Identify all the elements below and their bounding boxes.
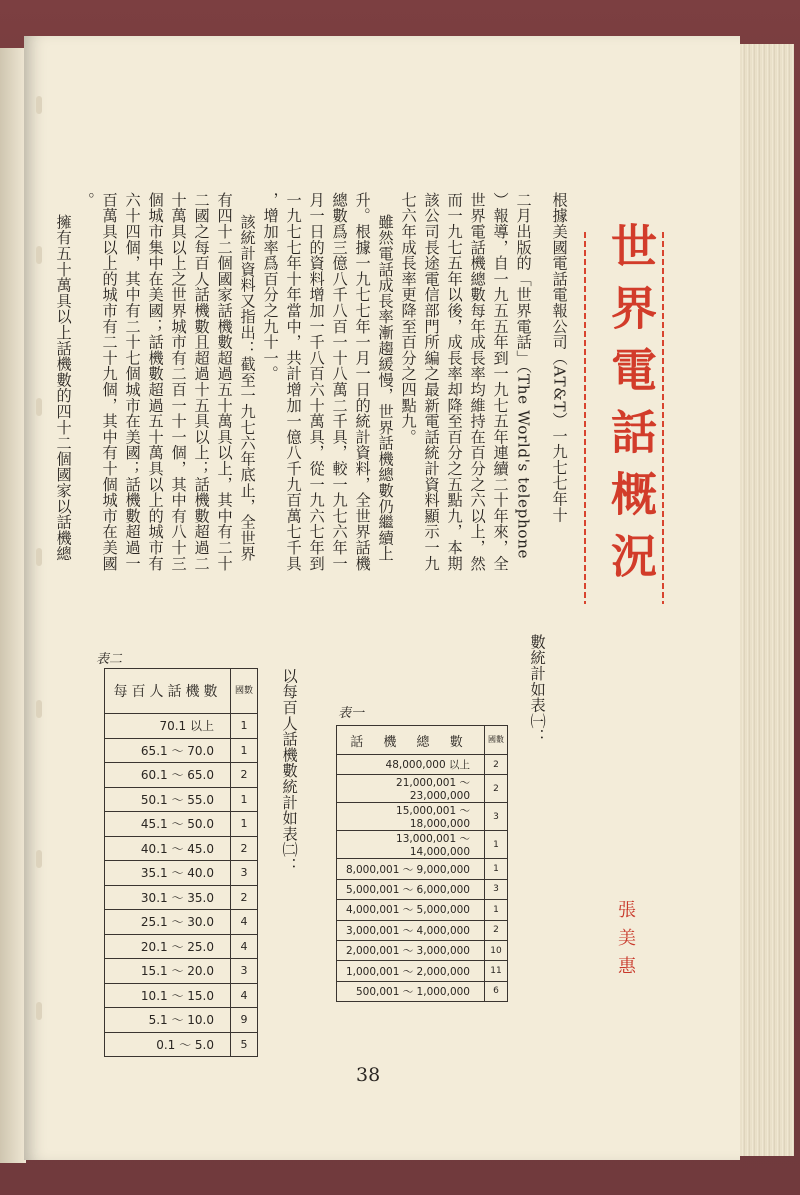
cell-country-count: 4 [231,983,258,1008]
cell-country-count: 11 [485,961,508,981]
cell-range: 15.1 ～ 20.0 [105,959,231,984]
cell-country-count: 1 [485,859,508,879]
body-column-19: 六十四個，其中有二十七個城市在美國；話機數超過一 [123,192,142,572]
article-title: 世界電話概況 [604,222,658,594]
cell-country-count: 1 [485,831,508,859]
table2-label: 表二 [96,652,123,667]
cell-country-count: 9 [231,1008,258,1033]
table-row [105,812,258,837]
cell-country-count: 3 [231,959,258,984]
body-column-18: 個城市集中在美國；話機數超過五十萬具以上的城市有 [146,192,165,572]
body-column-4: 世界電話機總數每年成長率均維持在百分之六以上，然 [468,192,487,572]
table-row [105,714,258,739]
body-column-8: 雖然電話成長率漸趨緩慢，世界話機總數仍繼續上 [376,214,395,562]
header-range: 話 機 總 數 [337,726,485,755]
cell-range: 10.1 ～ 15.0 [105,983,231,1008]
body-column-13: ，增加率爲百分之九十一。 [261,192,280,382]
cell-range: 13,000,001 ～ 14,000,000 [337,831,485,859]
cell-range: 1,000,001 ～ 2,000,000 [337,961,485,981]
table-row [105,1032,258,1057]
cell-country-count: 2 [231,763,258,788]
page-number: 38 [356,1064,381,1086]
cell-range: 500,001 ～ 1,000,000 [337,981,485,1001]
cell-country-count: 1 [231,812,258,837]
body-column-20: 百萬具以上的城市有二十九個，其中有十個城市在美國 [100,192,119,572]
facing-page-edge [0,48,26,1163]
table-header-row [105,669,258,714]
cell-country-count: 5 [231,1032,258,1057]
table-row [105,885,258,910]
body-column-9: 升。根據一九七七年一月一日的統計資料，全世界話機 [353,192,372,572]
cell-range: 0.1 ～ 5.0 [105,1032,231,1057]
cell-range: 50.1 ～ 55.0 [105,787,231,812]
cell-country-count: 1 [231,787,258,812]
cell-country-count: 4 [231,910,258,935]
cell-range: 3,000,001 ～ 4,000,000 [337,920,485,940]
stitch-hole [36,398,42,416]
table-row [105,959,258,984]
header-country-count: 國數 [485,726,508,755]
table-row [337,803,508,831]
cell-country-count: 1 [231,714,258,739]
cell-country-count: 1 [231,738,258,763]
body-column-21: 。 [77,192,96,208]
cell-country-count: 4 [231,934,258,959]
body-column-14: 該統計資料又指出：截至一九七六年底止，全世界 [238,214,257,562]
cell-range: 65.1 ～ 70.0 [105,738,231,763]
cell-country-count: 1 [485,900,508,920]
cell-range: 70.1 以上 [105,714,231,739]
body-column-5: 而一九七五年以後，成長率却降至百分之五點九，本期 [445,192,464,572]
header-country-count: 國數 [231,669,258,714]
stitch-hole [36,850,42,868]
table-row [337,961,508,981]
table-phones-per-hundred [104,668,258,1057]
cell-range: 25.1 ～ 30.0 [105,910,231,935]
table2-intro: 以每百人話機數統計如表㈡： [280,668,299,874]
header-range: 每百人話機數 [105,669,231,714]
table-row [337,831,508,859]
table-row [105,861,258,886]
table-row [105,934,258,959]
cell-country-count: 2 [485,920,508,940]
stitch-hole [36,96,42,114]
body-column-2: 二月出版的「世界電話」（The World's telephone [514,192,533,560]
stitch-hole [36,548,42,566]
table-row [337,775,508,803]
table-row [337,859,508,879]
title-rule-left [584,232,586,604]
cell-country-count: 2 [231,885,258,910]
table-row [337,920,508,940]
body-column-16: 二國之每百人話機數且超過十五具以上；話機數超過二 [192,192,211,572]
table-row [105,738,258,763]
cell-range: 45.1 ～ 50.0 [105,812,231,837]
table-row [105,787,258,812]
body-column-1: 根據美國電話電報公司（AT&T）一九七七年十 [550,192,569,523]
cell-country-count: 6 [485,981,508,1001]
stitch-hole [36,1002,42,1020]
body-column-22: 擁有五十萬具以上話機數的四十二個國家以話機總 [54,214,73,562]
cell-country-count: 3 [485,879,508,899]
cell-range: 30.1 ～ 35.0 [105,885,231,910]
cell-country-count: 3 [231,861,258,886]
table-row [105,910,258,935]
table-row [337,755,508,775]
cell-country-count: 2 [485,775,508,803]
cell-range: 40.1 ～ 45.0 [105,836,231,861]
body-column-7: 七六年成長率更降至百分之四點九。 [399,192,418,445]
cell-country-count: 2 [485,755,508,775]
cell-range: 4,000,001 ～ 5,000,000 [337,900,485,920]
body-column-11: 月一日的資料增加一千八百六十萬具，從一九六七年到 [307,192,326,572]
table-phone-totals [336,725,508,1002]
body-column-10: 總數爲三億八千八百一十八萬二千具，較一九七六年一 [330,192,349,572]
author-name: 張美惠 [615,900,636,984]
body-column-15: 有四十二個國家話機數超過五十萬具以上，其中有二十 [215,192,234,572]
table-row [337,900,508,920]
cell-country-count: 10 [485,940,508,960]
cell-range: 21,000,001 ～ 23,000,000 [337,775,485,803]
cell-range: 8,000,001 ～ 9,000,000 [337,859,485,879]
table-header-row [337,726,508,755]
body-column-6: 該公司長途電信部門所編之最新電話統計資料顯示一九 [422,192,441,572]
stitch-hole [36,700,42,718]
cell-range: 15,000,001 ～ 18,000,000 [337,803,485,831]
table-row [105,836,258,861]
cell-range: 60.1 ～ 65.0 [105,763,231,788]
cell-range: 5.1 ～ 10.0 [105,1008,231,1033]
cell-range: 2,000,001 ～ 3,000,000 [337,940,485,960]
table1-label: 表一 [338,706,365,721]
cell-range: 20.1 ～ 25.0 [105,934,231,959]
cell-country-count: 3 [485,803,508,831]
page-edges [736,44,794,1156]
table-row [105,1008,258,1033]
body-column-17: 十萬具以上之世界城市有二百一十一個，其中有八十三 [169,192,188,572]
body-column-12: 一九七七年十年當中，共計增加一億八千九百萬七千具 [284,192,303,572]
cell-range: 48,000,000 以上 [337,755,485,775]
cell-range: 5,000,001 ～ 6,000,000 [337,879,485,899]
table-row [105,763,258,788]
cell-range: 35.1 ～ 40.0 [105,861,231,886]
cell-country-count: 2 [231,836,258,861]
table-row [337,940,508,960]
table-row [337,981,508,1001]
stitch-hole [36,246,42,264]
table1-intro: 數統計如表㈠： [528,634,547,745]
table-row [337,879,508,899]
body-column-3: ）報導，自一九五五年到一九七五年連續二十年來，全 [491,192,510,572]
table-row [105,983,258,1008]
